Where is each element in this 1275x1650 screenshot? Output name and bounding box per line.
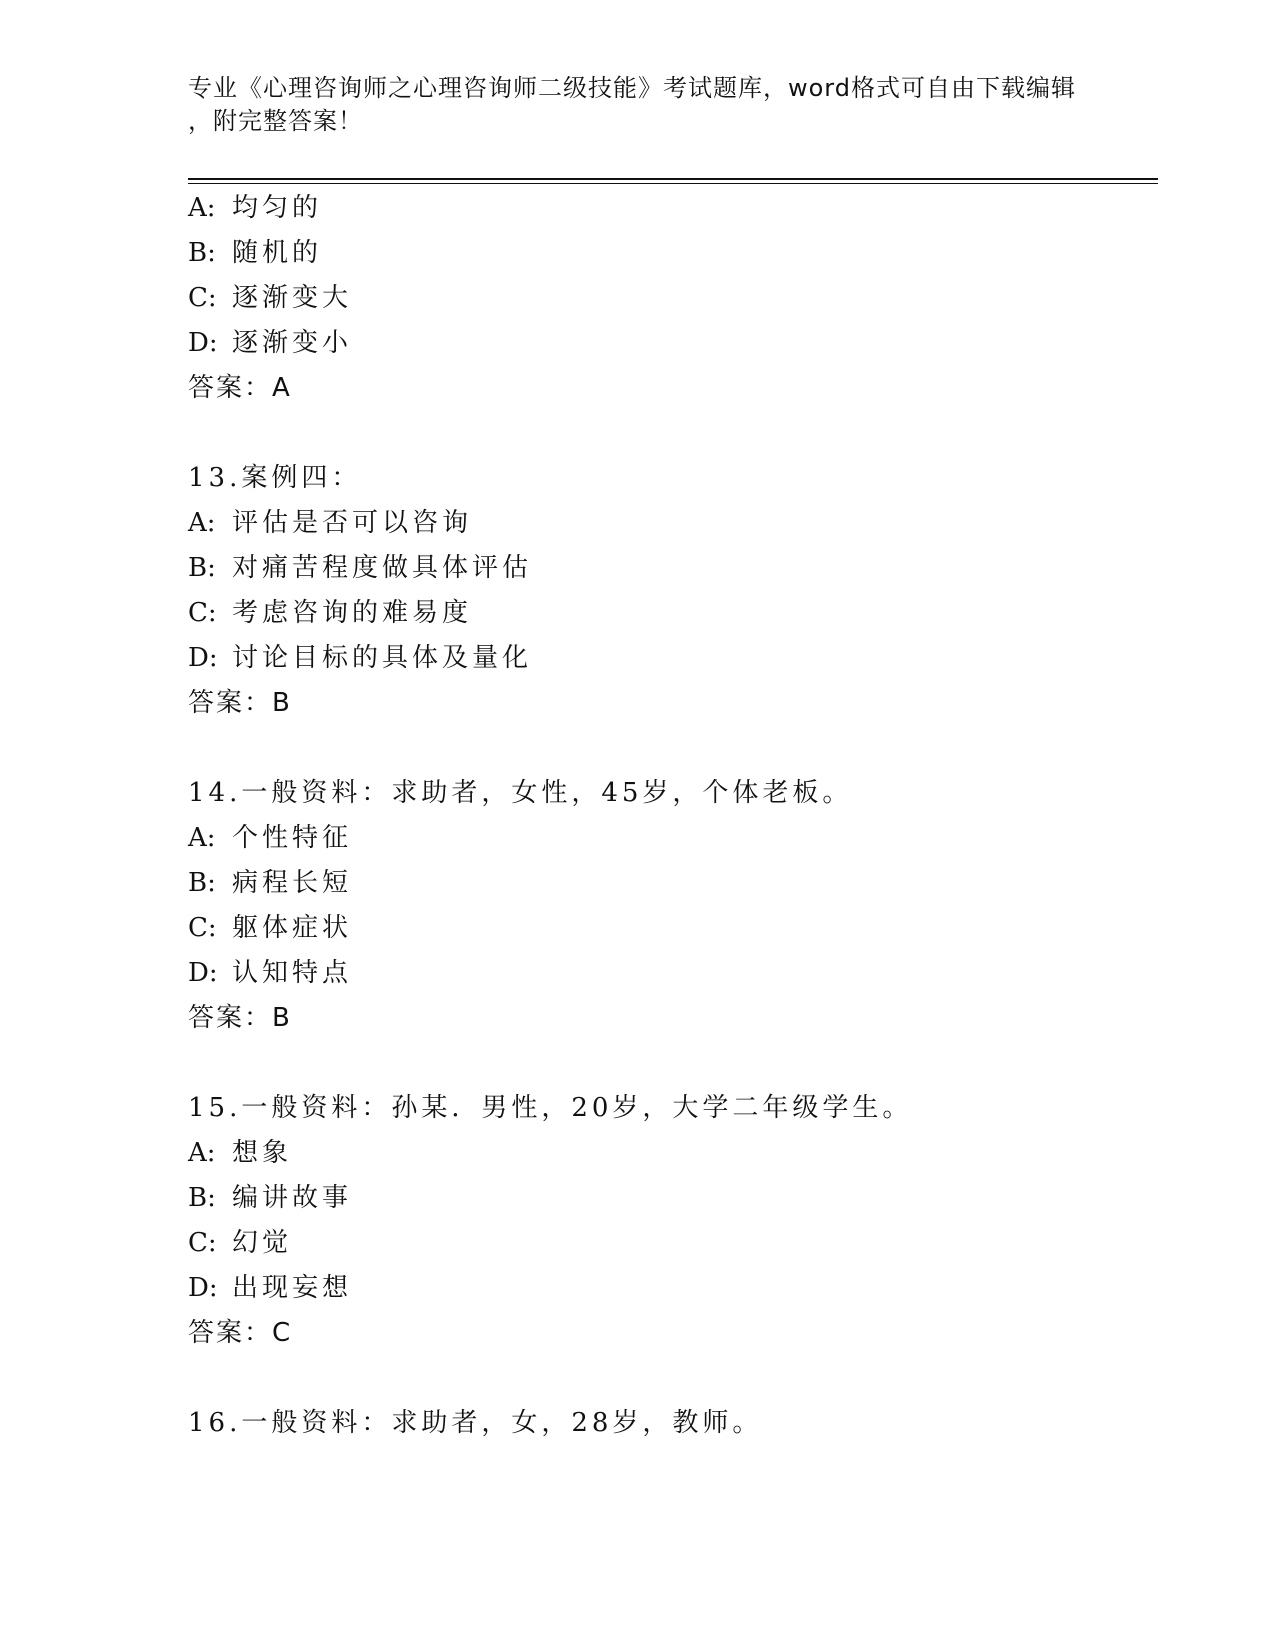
option-line [188,911,352,945]
option-line [188,326,352,360]
option-text: 编讲故事 [232,1183,353,1213]
option-line [188,641,532,675]
question-line: 13.案例四： [188,463,362,493]
option-line [188,1136,292,1170]
question-line: 14.一般资料：求助者，女性，45岁，个体老板。 [188,778,853,808]
option-text: 想象 [232,1138,293,1168]
option-text: 讨论目标的具体及量化 [232,643,533,673]
option-label: C: [188,283,217,313]
option-label: B: [188,553,216,583]
option-line [188,281,352,315]
question-line: 15.一般资料：孙某．男性，20岁，大学二年级学生。 [188,1093,913,1123]
option-text: 均匀的 [232,193,323,223]
header-line-2: ，附完整答案！ [188,107,363,135]
option-line [188,596,472,630]
option-label: D: [188,328,218,358]
option-label: D: [188,1273,218,1303]
option-line [188,956,352,990]
option-text: 逐渐变大 [232,283,353,313]
option-text: 逐渐变小 [232,328,353,358]
option-label: D: [188,958,218,988]
option-line [188,866,352,900]
option-text: 认知特点 [232,958,353,988]
option-label: C: [188,913,217,943]
document-header [188,72,1088,138]
answer-line: 答案：A [188,373,292,403]
option-label: B: [188,868,216,898]
option-label: A: [188,823,216,853]
option-text: 考虑咨询的难易度 [232,598,473,628]
option-line [188,1271,352,1305]
option-text: 病程长短 [232,868,353,898]
header-line-1: 专业《心理咨询师之心理咨询师二级技能》考试题库，word格式可自由下载编辑 [188,74,1076,102]
option-text: 随机的 [232,238,323,268]
option-label: A: [188,508,216,538]
option-line [188,1181,352,1215]
header-divider [188,178,1158,184]
option-text: 个性特征 [232,823,353,853]
option-text: 评估是否可以咨询 [232,508,473,538]
option-label: A: [188,1138,216,1168]
question-line: 16.一般资料：求助者，女，28岁，教师。 [188,1408,763,1438]
answer-line: 答案：B [188,1003,292,1033]
option-line [188,236,322,270]
option-text: 幻觉 [232,1228,293,1258]
option-line [188,821,352,855]
answer-line: 答案：B [188,688,292,718]
option-line [188,191,322,225]
option-text: 对痛苦程度做具体评估 [232,553,533,583]
option-label: B: [188,238,216,268]
option-line [188,1226,292,1260]
option-label: B: [188,1183,216,1213]
option-line [188,551,532,585]
option-label: C: [188,1228,217,1258]
option-label: C: [188,598,217,628]
option-text: 出现妄想 [232,1273,353,1303]
option-label: D: [188,643,218,673]
option-text: 躯体症状 [232,913,353,943]
option-label: A: [188,193,216,223]
answer-line: 答案：C [188,1318,293,1348]
option-line [188,506,472,540]
